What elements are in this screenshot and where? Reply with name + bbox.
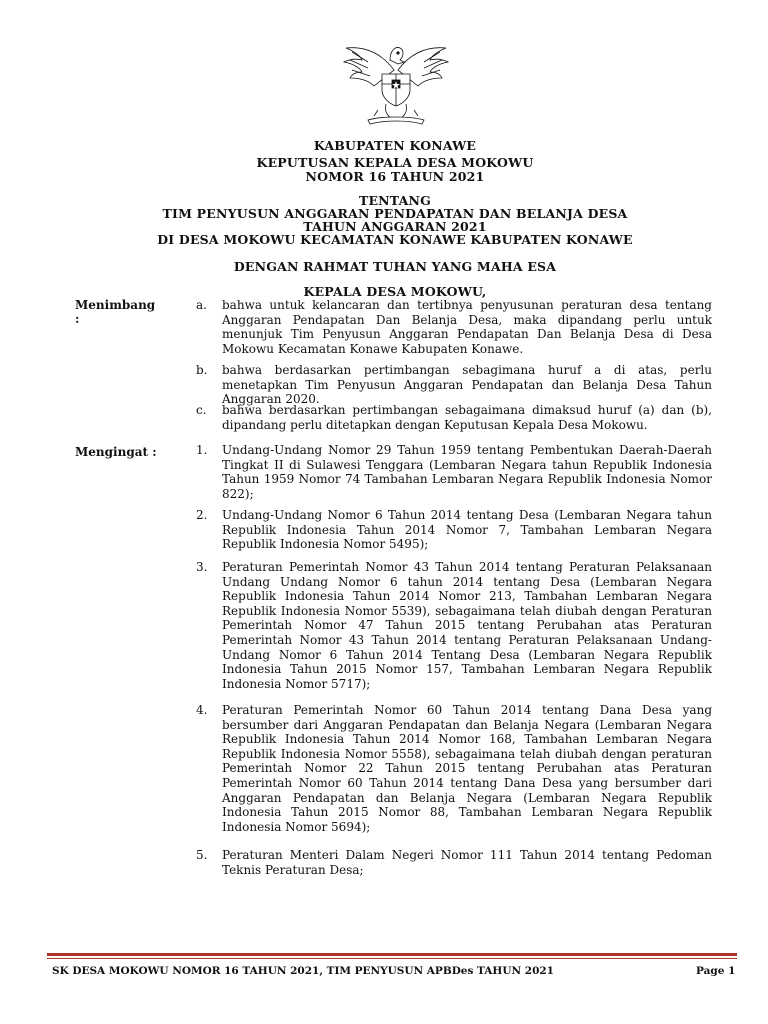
item-number: 3. (196, 560, 208, 574)
footer-rule (47, 953, 737, 956)
item-number: b. (196, 363, 208, 377)
about-heading: TENTANG (358, 193, 432, 208)
mengingat-label: Mengingat : (75, 445, 157, 459)
menimbang-label-text: Menimbang (75, 298, 156, 312)
menimbang-item-c (196, 403, 712, 432)
authority-heading: KEPALA DESA MOKOWU, (303, 284, 487, 299)
item-text: Peraturan Pemerintah Nomor 60 Tahun 2014 tentang Dana Desa yang bersumber dari Anggaran Pendapatan dan Belanja Negara (Lembaran Negara Republik Indonesia Tahun 2014 Nomor 168, Tambahan Lembaran Negara Republik Indonesia Nomor 5558), sebagaimana telah diubah dengan peraturan Pemerintah Nomor 22 Tahun 2015 tentang Perubahan atas Peraturan Pemerintah Nomor 60 Tahun 2014 tentang Dana Desa yang bersumber dari Anggaran Pendapatan dan Belanja Negara (Lembaran Negara Republik Indonesia Tahun 2015 Nomor 88, Tambahan Lembaran Negara Republik Indonesia Nomor 5694); (222, 703, 712, 834)
item-text: Undang-Undang Nomor 6 Tahun 2014 tentang Desa (Lembaran Negara tahun Republik Indonesia Tahun 2014 Nomor 7, Tambahan Lembaran Negara Republik Indonesia Nomor 5495); (222, 508, 712, 552)
footer-document-title: SK DESA MOKOWU NOMOR 16 TAHUN 2021, TIM PENYUSUN APBDes TAHUN 2021 (52, 965, 554, 977)
page-number: Page 1 (696, 965, 736, 977)
menimbang-label-colon: : (75, 312, 80, 326)
item-text: bahwa berdasarkan pertimbangan sebagimana huruf a di atas, perlu menetapkan Tim Penyusun Anggaran Pendapatan dan Belanja Desa Tahun Anggaran 2020. (222, 363, 712, 407)
garuda-emblem-icon (338, 40, 454, 126)
mengingat-item-4 (196, 703, 712, 834)
item-number: 5. (196, 848, 208, 862)
menimbang-label (75, 298, 155, 326)
decree-title: KEPUTUSAN KEPALA DESA MOKOWU (256, 155, 534, 170)
item-text: Undang-Undang Nomor 29 Tahun 1959 tentang Pembentukan Daerah-Daerah Tingkat II di Sulawesi Tenggara (Lembaran Negara tahun Republik Indonesia Tahun 1959 Nomor 74 Tambahan Lembaran Negara Republik Indonesia Nomor 822); (222, 443, 712, 501)
item-number: 1. (196, 443, 208, 457)
menimbang-item-a (196, 298, 712, 356)
mengingat-item-1 (196, 443, 712, 501)
item-text: bahwa berdasarkan pertimbangan sebagaimana dimaksud huruf (a) dan (b), dipandang perlu ditetapkan dengan Keputusan Kepala Desa Mokowu. (222, 403, 712, 432)
item-text: bahwa untuk kelancaran dan tertibnya penyusunan peraturan desa tentang Anggaran Pendapatan Dan Belanja Desa, maka dipandang perlu untuk menunjuk Tim Penyusun Anggaran Pendapatan Dan Belanja Desa di Desa Mokowu Kecamatan Konawe Kabupaten Konawe. (222, 298, 712, 356)
decree-number: NOMOR 16 TAHUN 2021 (305, 169, 485, 184)
regency-heading: KABUPATEN KONAWE (313, 138, 477, 153)
invocation: DENGAN RAHMAT TUHAN YANG MAHA ESA (233, 259, 557, 274)
mengingat-item-3 (196, 560, 712, 691)
subject-line-1: TIM PENYUSUN ANGGARAN PENDAPATAN DAN BELANJA DESA (162, 206, 628, 221)
mengingat-item-2 (196, 508, 712, 552)
item-text: Peraturan Menteri Dalam Negeri Nomor 111 Tahun 2014 tentang Pedoman Teknis Peraturan Desa; (222, 848, 712, 877)
subject-line-2: TAHUN ANGGARAN 2021 (303, 219, 487, 234)
item-text: Peraturan Pemerintah Nomor 43 Tahun 2014 tentang Peraturan Pelaksanaan Undang Undang Nomor 6 tahun 2014 tentang Desa (Lembaran Negara Republik Indonesia Tahun 2014 Nomor 213, Tambahan Lembaran Negara Republik Indonesia Nomor 5539), sebagaimana telah diubah dengan Peraturan Pemerintah Nomor 47 Tahun 2015 tentang Perubahan atas Peraturan Pemerintah Nomor 43 Tahun 2014 tentang Peraturan Pelaksanaan Undang-Undang Nomor 6 Tahun 2014 Tentang Desa (Lembaran Negara Republik Indonesia Tahun 2015 Nomor 157, Tambahan Lembaran Negara Republik Indonesia Nomor 5717); (222, 560, 712, 691)
item-number: c. (196, 403, 207, 417)
item-number: a. (196, 298, 207, 312)
item-number: 4. (196, 703, 208, 717)
subject-line-3: DI DESA MOKOWU KECAMATAN KONAWE KABUPATEN KONAWE (157, 232, 633, 247)
menimbang-item-b (196, 363, 712, 407)
item-number: 2. (196, 508, 208, 522)
mengingat-item-5 (196, 848, 712, 877)
footer-rule-thin (47, 958, 737, 959)
